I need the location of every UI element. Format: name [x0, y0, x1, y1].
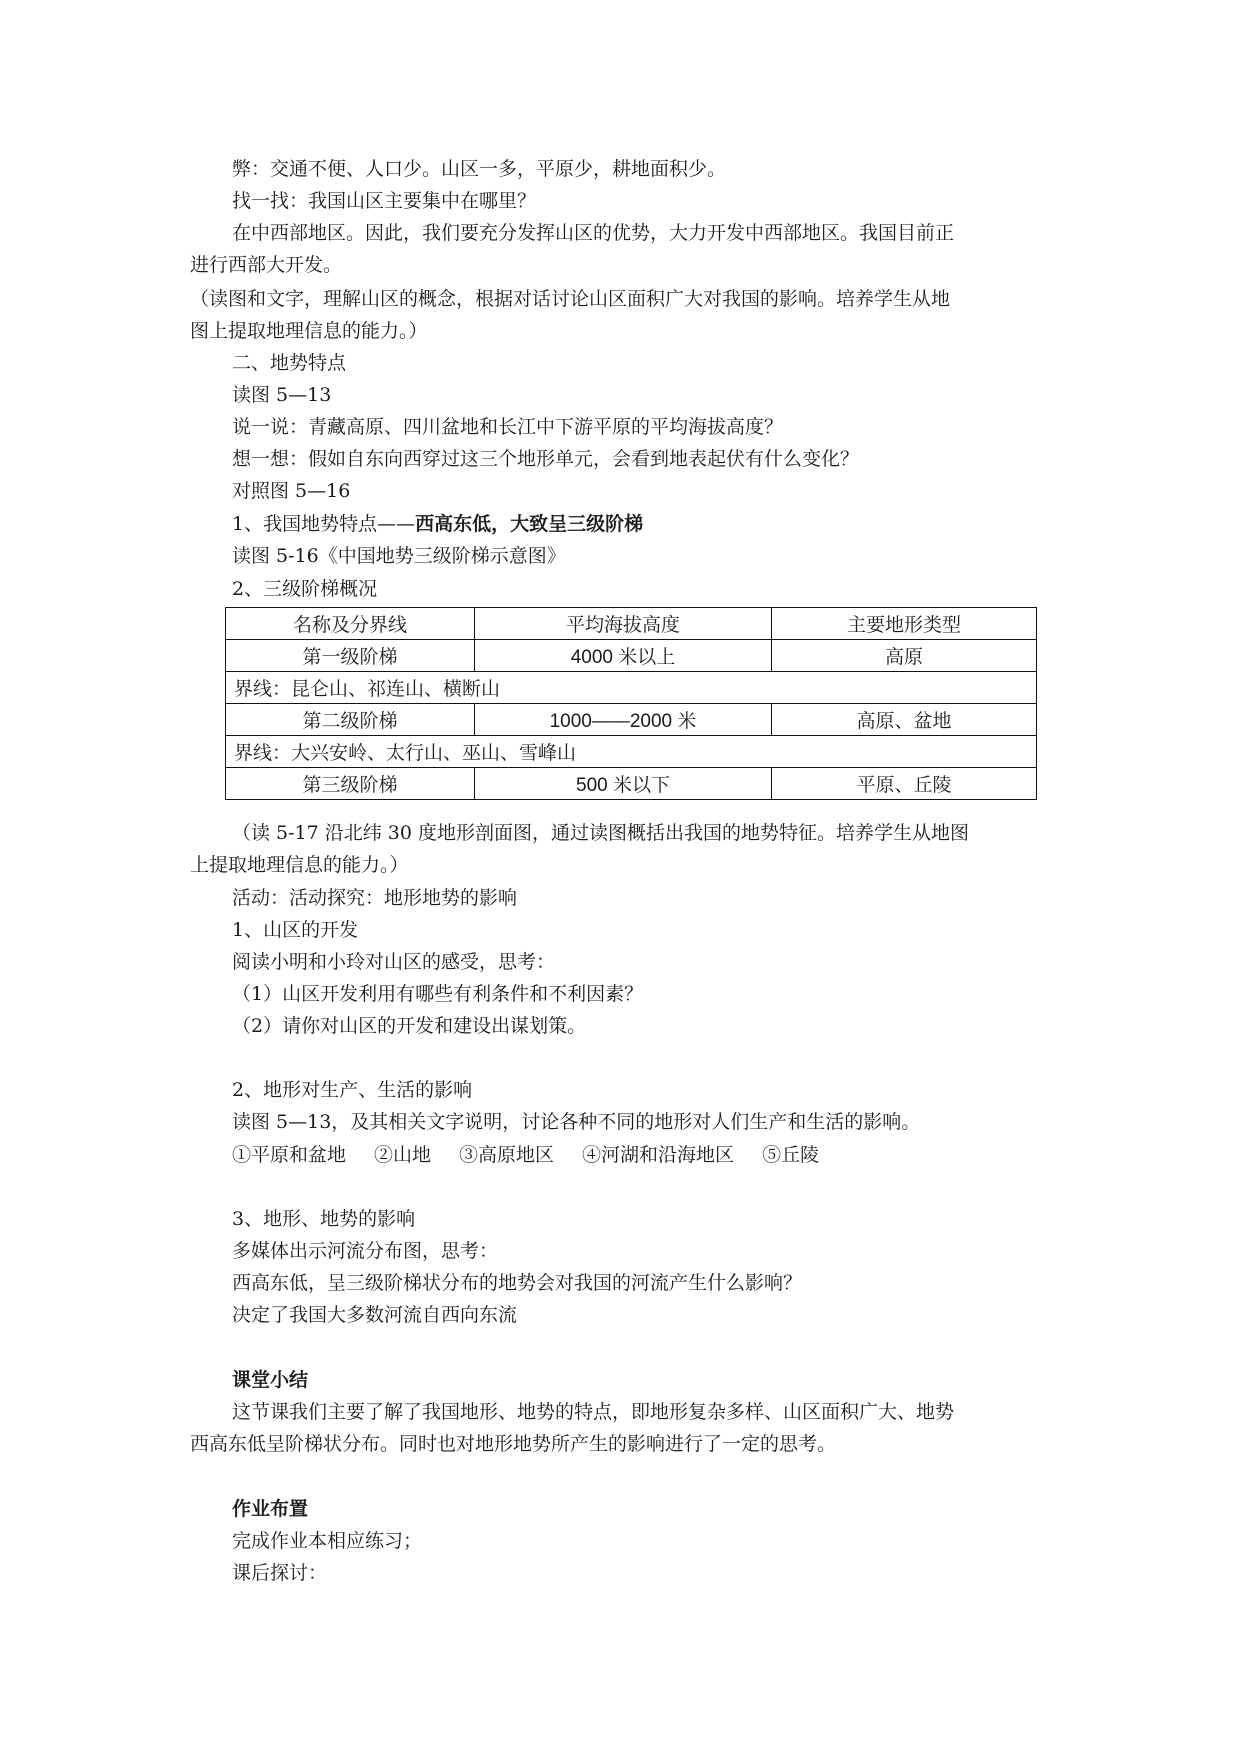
section-heading: 作业布置: [232, 1498, 309, 1520]
table-row: [226, 768, 1037, 800]
table-row: [226, 672, 1037, 704]
list-item: ①平原和盆地: [232, 1144, 347, 1166]
section-heading: 课堂小结: [232, 1369, 309, 1391]
table-cell: 第一级阶梯: [226, 640, 475, 672]
table-cell: 高原、盆地: [772, 704, 1037, 736]
text-line: 2、三级阶梯概况: [232, 578, 378, 600]
text-line: 读图 5-16《中国地势三级阶梯示意图》: [232, 545, 566, 567]
text-line: 3、地形、地势的影响: [232, 1208, 416, 1230]
text-line: 西高东低，呈三级阶梯状分布的地势会对我国的河流产生什么影响？: [232, 1272, 803, 1294]
text-line: 上提取地理信息的能力。）: [190, 854, 409, 876]
text-line: （读 5-17 沿北纬 30 度地形剖面图，通过读图概括出我国的地势特征。培养学生从地图: [232, 822, 970, 844]
text-line: 读图 5—13: [232, 384, 332, 406]
text-line: 西高东低呈阶梯状分布。同时也对地形地势所产生的影响进行了一定的思考。: [190, 1433, 837, 1455]
table-cell: 平原、丘陵: [772, 768, 1037, 800]
table-row: [226, 640, 1037, 672]
list-item: ④河湖和沿海地区: [582, 1144, 735, 1166]
text-line: 读图 5—13，及其相关文字说明，讨论各种不同的地形对人们生产和生活的影响。: [232, 1111, 921, 1133]
table-row: [226, 736, 1037, 768]
text-line: 弊：交通不便、人口少。山区一多，平原少，耕地面积少。: [232, 158, 727, 180]
text-line: 决定了我国大多数河流自西向东流: [232, 1304, 518, 1326]
list-item: ⑤丘陵: [762, 1144, 820, 1166]
text-line: 图上提取地理信息的能力。）: [190, 320, 428, 342]
list-item: ②山地: [374, 1144, 432, 1166]
text-line: 活动：活动探究：地形地势的影响: [232, 887, 518, 909]
table-row: [226, 704, 1037, 736]
text-line: （1）山区开发利用有哪些有利条件和不利因素？: [232, 983, 644, 1005]
table-cell: 第二级阶梯: [226, 704, 475, 736]
terrain-tier-table: [225, 607, 1037, 800]
table-cell: 1000——2000 米: [475, 704, 772, 736]
text-line: 进行西部大开发。: [190, 254, 343, 276]
text-line: 阅读小明和小玲对山区的感受，思考：: [232, 951, 556, 973]
text-line: 在中西部地区。因此，我们要充分发挥山区的优势，大力开发中西部地区。我国目前正: [232, 222, 955, 244]
text-line: 想一想：假如自东向西穿过这三个地形单元，会看到地表起伏有什么变化？: [232, 448, 860, 470]
text-line: （2）请你对山区的开发和建设出谋划策。: [232, 1015, 587, 1037]
table-header: 平均海拔高度: [475, 608, 772, 640]
list-item: ③高原地区: [459, 1144, 555, 1166]
text-line: （读图和文字，理解山区的概念，根据对话讨论山区面积广大对我国的影响。培养学生从地: [190, 288, 951, 310]
terrain-list: [232, 1143, 847, 1167]
key-point: 西高东低，大致呈三级阶梯: [415, 513, 644, 535]
text-line: 多媒体出示河流分布图，思考：: [232, 1240, 499, 1262]
text-line: 2、地形对生产、生活的影响: [232, 1079, 473, 1101]
text-line: 对照图 5—16: [232, 480, 351, 502]
text-line: [232, 512, 643, 536]
table-cell: 高原: [772, 640, 1037, 672]
boundary-cell: 界线：大兴安岭、太行山、巫山、雪峰山: [226, 736, 1037, 768]
section-heading: 二、地势特点: [232, 352, 347, 374]
text-line: 1、山区的开发: [232, 919, 359, 941]
text-prefix: 1、我国地势特点——: [232, 513, 416, 535]
text-line: 这节课我们主要了解了我国地形、地势的特点，即地形复杂多样、山区面积广大、地势: [232, 1401, 955, 1423]
table-header: 主要地形类型: [772, 608, 1037, 640]
table-cell: 500 米以下: [475, 768, 772, 800]
text-line: 完成作业本相应练习；: [232, 1530, 423, 1552]
boundary-cell: 界线：昆仑山、祁连山、横断山: [226, 672, 1037, 704]
table-cell: 第三级阶梯: [226, 768, 475, 800]
table-header: 名称及分界线: [226, 608, 475, 640]
table-cell: 4000 米以上: [475, 640, 772, 672]
table-header-row: [226, 608, 1037, 640]
text-line: 说一说：青藏高原、四川盆地和长江中下游平原的平均海拔高度？: [232, 416, 784, 438]
text-line: 找一找：我国山区主要集中在哪里？: [232, 190, 537, 212]
text-line: 课后探讨：: [232, 1562, 328, 1584]
